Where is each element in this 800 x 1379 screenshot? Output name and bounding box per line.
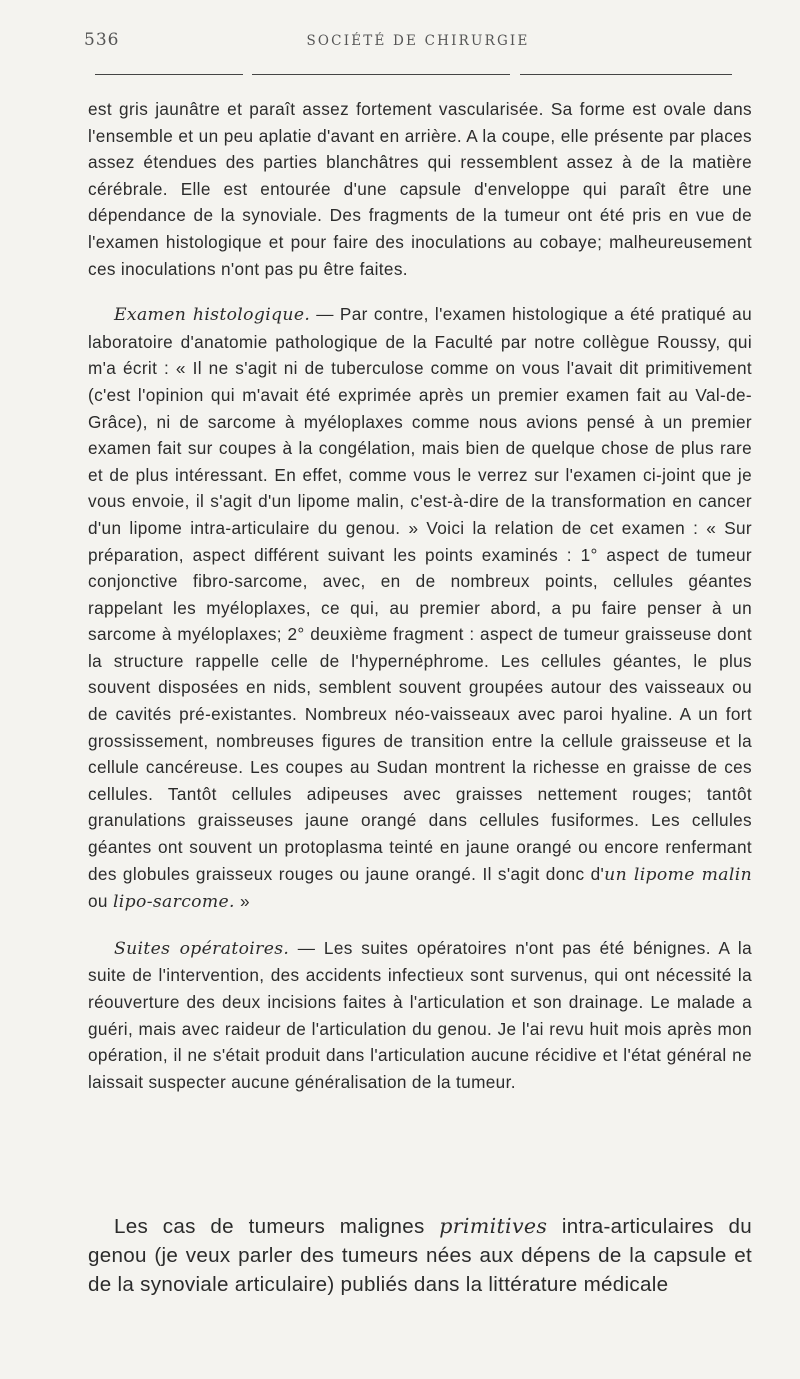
italic-term: lipo-sarcome.: [112, 892, 235, 913]
paragraph-text: Les cas de tumeurs malignes: [114, 1215, 440, 1238]
paragraph-closing: [88, 1212, 752, 1299]
page-number: 536: [84, 30, 120, 50]
header-rule: [252, 74, 510, 75]
page-header: [84, 30, 752, 54]
paragraph-postoperative: [88, 935, 752, 1096]
header-rule: [95, 74, 243, 75]
paragraph-histology: [88, 301, 752, 916]
italic-term: un lipome malin: [604, 864, 752, 885]
italic-term: primitives: [439, 1214, 548, 1238]
closing-text: [88, 1212, 752, 1299]
paragraph-text: ou: [88, 891, 113, 912]
body-text: [88, 96, 752, 1095]
paragraph-text: intra-articulaires du genou (je veux parler des tumeurs nées aux dépens de la capsule et de la synoviale articulaire) publiés dans la littérature médicale: [88, 1215, 752, 1296]
section-heading-histology: Examen histologique.: [114, 305, 311, 326]
paragraph-text: »: [234, 891, 250, 912]
paragraph-text: est gris jaunâtre et paraît assez fortement vascularisée. Sa forme est ovale dans l'ensemble et un peu aplatie d'avant en arrière. A la coupe, elle présente par places assez étendues des parties blanchâtres qui ressemblent assez à de la matière cérébrale. Elle est entourée d'une capsule d'enveloppe qui paraît être une dépendance de la synoviale. Des fragments de la tumeur ont été pris en vue de l'examen histologique et pour faire des inoculations au cobaye; malheureusement ces inoculations n'ont pas pu être faites.: [88, 99, 752, 279]
header-rule: [520, 74, 732, 75]
paragraph-tumor-description: [88, 96, 752, 282]
section-heading-postoperative: Suites opératoires.: [114, 938, 290, 959]
paragraph-text: — Par contre, l'examen histologique a été pratiqué au laboratoire d'anatomie pathologique de la Faculté par notre collègue Roussy, qui m'a écrit : « Il ne s'agit ni de tuberculose comme on vous l'avait dit primitivement (c'est l'opinion qui m'avait été exprimée après un premier examen fait au Val-de-Grâce), ni de sarcome à myéloplaxes comme nous avions pensé à un premier examen fait sur coupes à la congélation, mais bien de quelque chose de plus rare et de plus intéressant. En effet, comme vous le verrez sur l'examen ci-joint que je vous envoie, il s'agit d'un lipome malin, c'est-à-dire de la transformation en cancer d'un lipome intra-articulaire du genou. » Voici la relation de cet examen : « Sur préparation, aspect différent suivant les points examinés : 1° aspect de tumeur conjonctive fibro-sarcome, avec, en de nombreux points, cellules géantes rappelant les myéloplaxes, ce qui, au premier abord, a pu faire penser à un sarcome à myéloplaxes; 2° deuxième fragment : aspect de tumeur graisseuse dont la structure rappelle celle de l'hypernéphrome. Les cellules géantes, le plus souvent disposées en nids, semblent souvent groupées autour des vaisseaux ou de cavités pré-existantes. Nombreux néo-vaisseaux avec paroi hyaline. A un fort grossissement, nombreuses figures de transition entre la cellule graisseuse et la cellule cancéreuse. Les coupes au Sudan montrent la richesse en graisse de ces cellules. Tantôt cellules adipeuses avec graisses nettement rouges; tantôt granulations graisseuses jaune orangé dans cellules fusiformes. Les cellules géantes ont souvent un protoplasma teinté en jaune orangé ou encore renfermant des globules graisseux rouges ou jaune orangé. Il s'agit donc d': [88, 304, 752, 884]
paragraph-text: — Les suites opératoires n'ont pas été bénignes. A la suite de l'intervention, des accidents infectieux sont survenus, qui ont nécessité la réouverture des deux incisions faites à l'articulation et son drainage. Le malade a guéri, mais avec raideur de l'articulation du genou. Je l'ai revu huit mois après mon opération, il ne s'était produit dans l'articulation aucune récidive et l'état général ne laissait suspecter aucune généralisation de la tumeur.: [88, 937, 752, 1092]
running-title: SOCIÉTÉ DE CHIRURGIE: [306, 33, 530, 49]
